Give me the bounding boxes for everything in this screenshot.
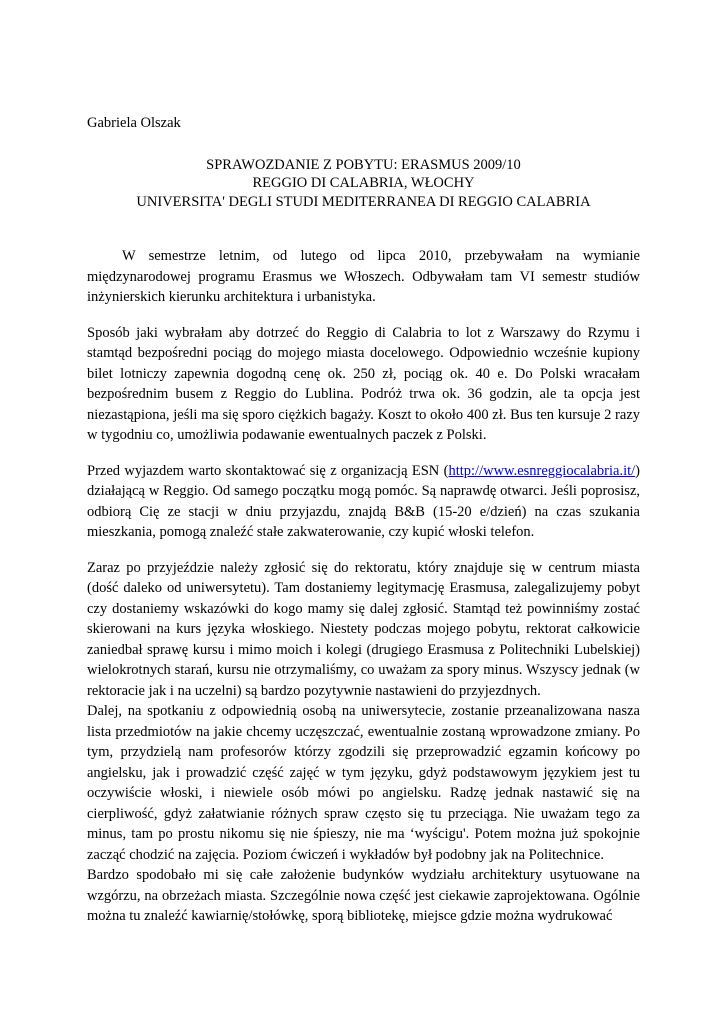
heading-location: REGGIO DI CALABRIA, WŁOCHY — [252, 175, 475, 191]
paragraph-esn — [87, 461, 640, 543]
esn-website-link[interactable]: http://www.esnreggiocalabria.it/ — [448, 462, 636, 479]
paragraph-esn-text-end: ) działającą w Reggio. Od samego początku mogą pomóc. Są naprawdę otwarci. Jeśli poprosisz, odbiorą Cię ze stacji w dniu przyjazdu, znajdą B&B (15-20 e/dzień) na czas szukania mieszkania, pomogą znaleźć stałe zakwaterowanie, czy kupić włoski telefon. — [87, 462, 640, 540]
paragraph-travel: Sposób jaki wybrałam aby dotrzeć do Reggio di Calabria to lot z Warszawy do Rzymu i stamtąd bezpośredni pociąg do mojego miasta docelowego. Odpowiednio wcześnie kupiony bilet lotniczy zapewnia dogodną cenę ok. 250 zł, pociąg ok. 40 e. Do Polski wracałam bezpośrednim busem z Reggio do Lublina. Podróż trwa ok. 36 godzin, ale ta opcja jest niezastąpiona, jeśli ma się sporo ciężkich bagaży. Koszt to około 400 zł. Bus ten kursuje 2 razy w tygodniu co, umożliwia podawanie ewentualnych paczek z Polski. — [87, 324, 640, 443]
document-page — [87, 113, 640, 927]
paragraph-intro: W semestrze letnim, od lutego od lipca 2010, przebywałam na wymianie międzynarodowej programu Erasmus we Włoszech. Odbywałam tam VI semestr studiów inżynierskich kierunku architektura i urbanistyka. — [87, 248, 640, 305]
paragraph-esn-text-start: Przed wyjazdem warto skontaktować się z organizacją ESN ( — [87, 462, 449, 479]
heading-title: SPRAWOZDANIE Z POBYTU: ERASMUS 2009/10 — [206, 156, 521, 173]
paragraph-rectorate: Zaraz po przyjeździe należy zgłosić się do rektoratu, który znajduje się w centrum miasta (dość daleko od uniwersytetu). Tam dostaniemy legitymację Erasmusa, zalegalizujemy pobyt czy dostaniemy wskazówki do kogo mamy się dalej zgłosić. Stamtąd też powinniśmy zostać skierowani na kurs języka włoskiego. Niestety podczas mojego pobytu, rektorat całkowicie zaniedbał sprawę kursu i mimo moich i kolegi (drugiego Erasmusa z Politechniki Lubelskiej) wielokrotnych starań, kursu nie otrzymaliśmy, co uważam za spory minus. Wszyscy jednak (w rektoracie jak i na uczelni) są bardzo pozytywnie nastawieni do przyjezdnych. — [87, 559, 640, 699]
paragraph-faculty: Bardzo spodobało mi się całe założenie budynków wydziału architektury usytuowane na wzgórzu, na obrzeżach miasta. Szczególnie nowa część jest ciekawie zaprojektowana. Ogólnie można tu znaleźć kawiarnię/stołówkę, sporą bibliotekę, miejsce gdzie można wydrukować — [87, 867, 640, 924]
paragraph-courses: Dalej, na spotkaniu z odpowiednią osobą na uniwersytecie, zostanie przeanalizowana nasza lista przedmiotów na jakie chcemy uczęszczać, ewentualnie zostaną wprowadzone zmiany. Po tym, przydzielą nam profesorów którzy zgodzili się przeprowadzić egzamin końcowy po angielsku, jak i prowadzić część zajęć w tym języku, gdyż podstawowym językiem jest tu oczywiście włoski, i niewiele osób mówi po angielsku. Radzę jednak nastawić się na cierpliwość, gdyż załatwianie różnych spraw często się tu przeciąga. Nie uważam tego za minus, tam po prostu nikomu się nie śpieszy, nie ma ‘wyścigu'. Potem można już spokojnie zacząć chodzić na zajęcia. Poziom ćwiczeń i wykładów był podobny jak na Politechnice. — [87, 703, 640, 863]
heading-university: UNIVERSITA' DEGLI STUDI MEDITERRANEA DI REGGIO CALABRIA — [136, 193, 591, 210]
author-name: Gabriela Olszak — [87, 115, 181, 131]
report-heading — [87, 156, 640, 212]
